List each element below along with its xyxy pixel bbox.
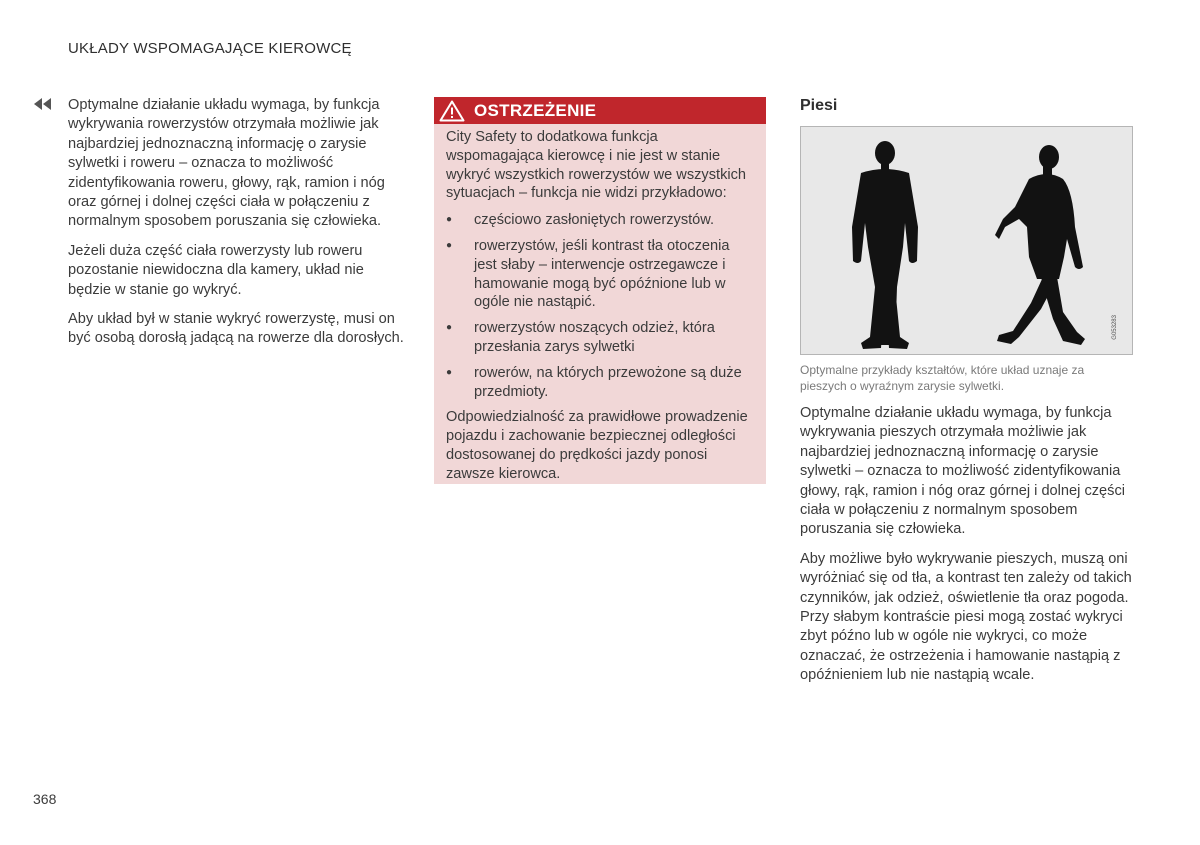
pedestrian-silhouettes-illustration — [801, 127, 1132, 354]
pedestrian-silhouettes-figure — [800, 126, 1133, 355]
list-item: ● częściowo zasłoniętych rowerzystów. — [446, 211, 754, 230]
cyclist-detection-column — [68, 96, 408, 359]
warning-list — [446, 211, 754, 401]
paragraph: Optymalne działanie układu wymaga, by funkcja wykrywania pieszych otrzymała możliwie jak najbardziej jednoznaczną informację o zarysie sylwetki – oznacza to możliwość zidentyfikowania głowy, rąk, ramion i nóg oraz górnej i dolnej części ciała w połączeniu z normalnym sposobem poruszania się człowieka. — [800, 405, 1125, 538]
section-title: Piesi — [800, 97, 838, 114]
warning-title: OSTRZEŻENIE — [474, 100, 597, 120]
warning-box — [434, 97, 766, 484]
list-item: ● rowerów, na których przewożone są duże przedmioty. — [446, 364, 754, 402]
paragraph: Aby możliwe było wykrywanie pieszych, muszą oni wyróżniać się od tła, a kontrast ten zależy od takich czynników, jak odzież, oświetlenie tła oraz pogoda. Przy słabym kontraście piesi mogą zostać wykryci zbyt późno lub w ogóle nie wykryci, co może oznaczać, że ostrzeżenia i hamowanie nastąpią z opóźnieniem lub nie nastąpią wcale. — [800, 550, 1132, 684]
list-item: ● rowerzystów, jeśli kontrast tła otoczenia jest słaby – interwencje ostrzegawcze i hamowanie mogą być opóźnione lub w ogóle nie nastąpić. — [446, 237, 754, 312]
warning-intro: City Safety to dodatkowa funkcja wspomagająca kierowcę i nie jest w stanie wykryć wszystkich rowerzystów we wszystkich sytuacjach – funkcja nie widzi przykładowo: — [446, 129, 747, 202]
paragraph: Optymalne działanie układu wymaga, by funkcja wykrywania rowerzystów otrzymała możliwie jak najbardziej jednoznaczną informację o zarysie sylwetki i roweru – oznacza to możliwość zidentyfikowania roweru, głowy, rąk, ramion i nóg oraz górnej i dolnej części ciała w połączeniu z normalnym sposobem poruszania się człowieka. — [68, 97, 385, 230]
warning-footer: Odpowiedzialność za prawidłowe prowadzenie pojazdu i zachowanie bezpiecznej odległości dostosowanej do prędkości jazdy ponosi zawsze kierowca. — [446, 409, 748, 482]
warning-body — [434, 124, 766, 484]
paragraph: Jeżeli duża część ciała rowerzysty lub roweru pozostanie niewidoczna dla kamery, układ nie będzie w stanie go wykryć. — [68, 242, 364, 298]
page-number: 368 — [33, 791, 57, 807]
pedestrians-column — [800, 96, 1134, 696]
list-item: ● rowerzystów noszących odzież, która przesłania zarys sylwetki — [446, 319, 754, 357]
paragraph: Aby układ był w stanie wykryć rowerzystę, musi on być osobą dorosłą jadącą na rowerze dla dorosłych. — [68, 311, 404, 347]
warning-header — [434, 97, 766, 124]
figure-caption: Optymalne przykłady kształtów, które układ uznaje za pieszych o wyraźnym zarysie sylwetki. — [800, 363, 1085, 393]
walking-person-silhouette — [995, 145, 1085, 345]
continued-arrow-icon — [34, 98, 52, 110]
figure-code: G053283 — [1111, 315, 1118, 340]
standing-person-silhouette — [852, 141, 918, 349]
page-header-title: UKŁADY WSPOMAGAJĄCE KIEROWCĘ — [68, 40, 352, 57]
warning-triangle-icon — [439, 100, 465, 122]
